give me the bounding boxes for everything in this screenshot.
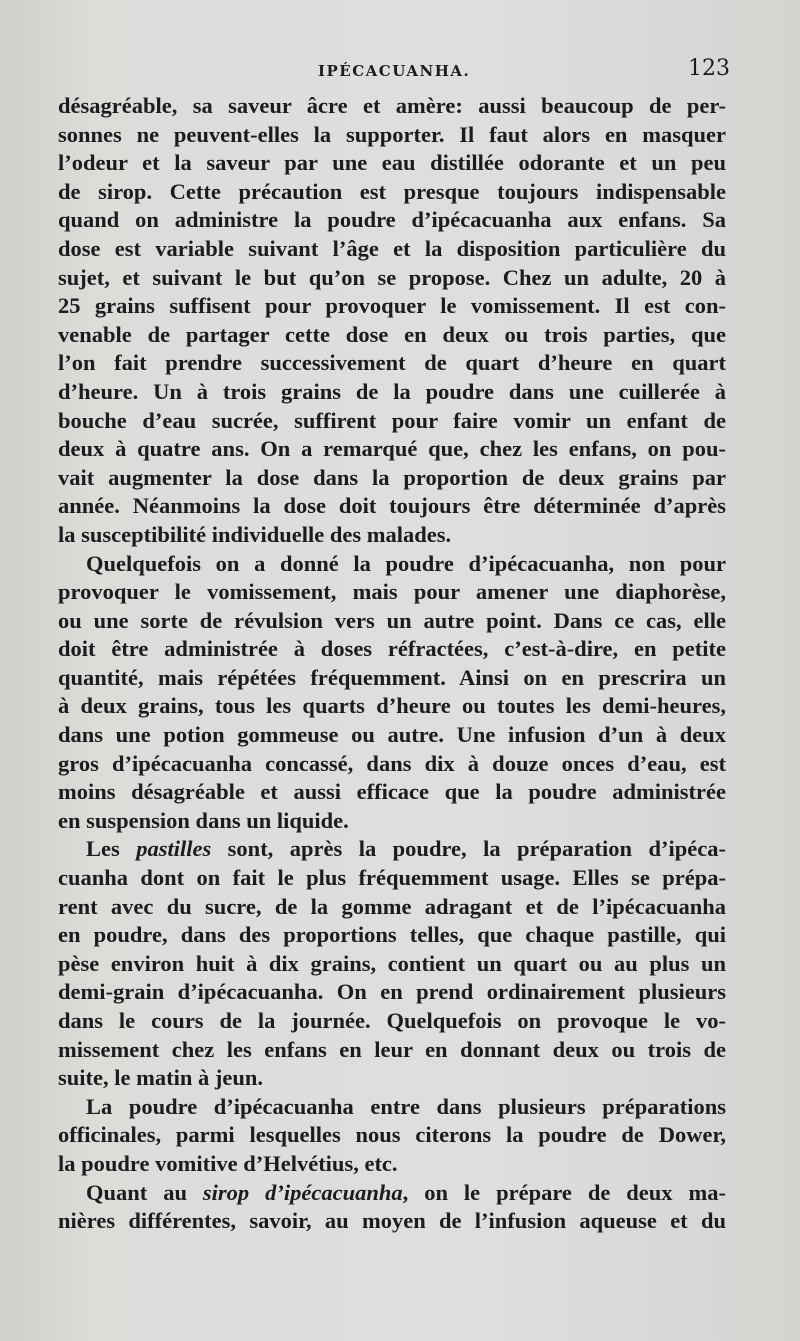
italic-term: sirop d’ipécacuanha <box>202 1179 403 1205</box>
text-line: ou une sorte de révulsion vers un autre point. Dans ce cas, elle <box>58 607 726 633</box>
paragraph <box>58 92 726 550</box>
paragraph <box>58 835 726 1092</box>
text-line: demi-grain d’ipécacuanha. On en prend ordinairement plusieurs <box>58 979 726 1005</box>
text-line: La poudre d’ipécacuanha entre dans plusieurs préparations <box>86 1093 726 1119</box>
text-line: Les pastilles sont, après la poudre, la préparation d’ipéca- <box>86 836 726 862</box>
text-line: cuanha dont on fait le plus fréquemment usage. Elles se prépa- <box>58 865 726 891</box>
text-line: sujet, et suivant le but qu’on se propose. Chez un adulte, 20 à <box>58 264 726 290</box>
text-line: Quelquefois on a donné la poudre d’ipécacuanha, non pour <box>86 550 726 576</box>
text-line: deux à quatre ans. On a remarqué que, chez les enfans, on pou- <box>58 436 726 462</box>
text-line: bouche d’eau sucrée, suffirent pour faire vomir un enfant de <box>58 407 726 433</box>
text-line: en suspension dans un liquide. <box>58 807 349 833</box>
text-line: dans une potion gommeuse ou autre. Une infusion d’un à deux <box>58 722 726 748</box>
text-line: quantité, mais répétées fréquemment. Ainsi on en prescrira un <box>58 664 726 690</box>
text-line: de sirop. Cette précaution est presque toujours indispensable <box>58 178 726 204</box>
text-line: d’heure. Un à trois grains de la poudre dans une cuillerée à <box>58 378 726 404</box>
paragraph <box>58 550 726 836</box>
text-line: 25 grains suffisent pour provoquer le vomissement. Il est con- <box>58 293 726 319</box>
text-line: pèse environ huit à dix grains, contient un quart ou au plus un <box>58 950 726 976</box>
text-line: sonnes ne peuvent-elles la supporter. Il faut alors en masquer <box>58 121 726 147</box>
paragraph <box>58 1093 726 1179</box>
text-line: nières différentes, savoir, au moyen de l’infusion aqueuse et du <box>58 1208 726 1234</box>
text-line: officinales, parmi lesquelles nous citerons la poudre de Dower, <box>58 1122 726 1148</box>
text-line: rent avec du sucre, de la gomme adragant et de l’ipécacuanha <box>58 893 726 919</box>
text-line: venable de partager cette dose en deux ou trois parties, que <box>58 321 726 347</box>
paragraph <box>58 1179 726 1236</box>
text-line: en poudre, dans des proportions telles, que chaque pastille, qui <box>58 922 726 948</box>
text-line: gros d’ipécacuanha concassé, dans dix à douze onces d’eau, est <box>58 750 726 776</box>
text-line: l’odeur et la saveur par une eau distillée odorante et un peu <box>58 150 726 176</box>
text-line: vait augmenter la dose dans la proportion de deux grains par <box>58 464 726 490</box>
text-line: dose est variable suivant l’âge et la disposition particulière du <box>58 235 726 261</box>
text-line: moins désagréable et aussi efficace que la poudre administrée <box>58 779 726 805</box>
text-line: à deux grains, tous les quarts d’heure ou toutes les demi-heures, <box>58 693 726 719</box>
text-line: dans le cours de la journée. Quelquefois on provoque le vo- <box>58 1008 726 1033</box>
text-line: année. Néanmoins la dose doit toujours être déterminée d’après <box>58 493 726 519</box>
text-line: suite, le matin à jeun. <box>58 1065 263 1091</box>
running-title: IPÉCACUANHA. <box>318 62 471 80</box>
text-line: l’on fait prendre successivement de quart d’heure en quart <box>58 350 726 376</box>
text-line: Quant au sirop d’ipécacuanha, on le prépare de deux ma- <box>86 1179 726 1205</box>
text-line: la susceptibilité individuelle des malades. <box>58 521 452 547</box>
body-text <box>58 92 726 1236</box>
text-line: missement chez les enfans en leur en donnant deux ou trois de <box>58 1036 726 1062</box>
page-number: 123 <box>688 56 730 81</box>
text-line: doit être administrée à doses réfractées, c’est-à-dire, en petite <box>58 636 726 662</box>
text-line: quand on administre la poudre d’ipécacuanha aux enfans. Sa <box>58 207 726 233</box>
running-head <box>58 56 730 86</box>
text-line: provoquer le vomissement, mais pour amener une diaphorèse, <box>58 579 726 605</box>
text-line: désagréable, sa saveur âcre et amère: aussi beaucoup de per- <box>58 93 726 118</box>
italic-term: pastilles <box>136 836 212 862</box>
text-line: la poudre vomitive d’Helvétius, etc. <box>58 1150 398 1176</box>
